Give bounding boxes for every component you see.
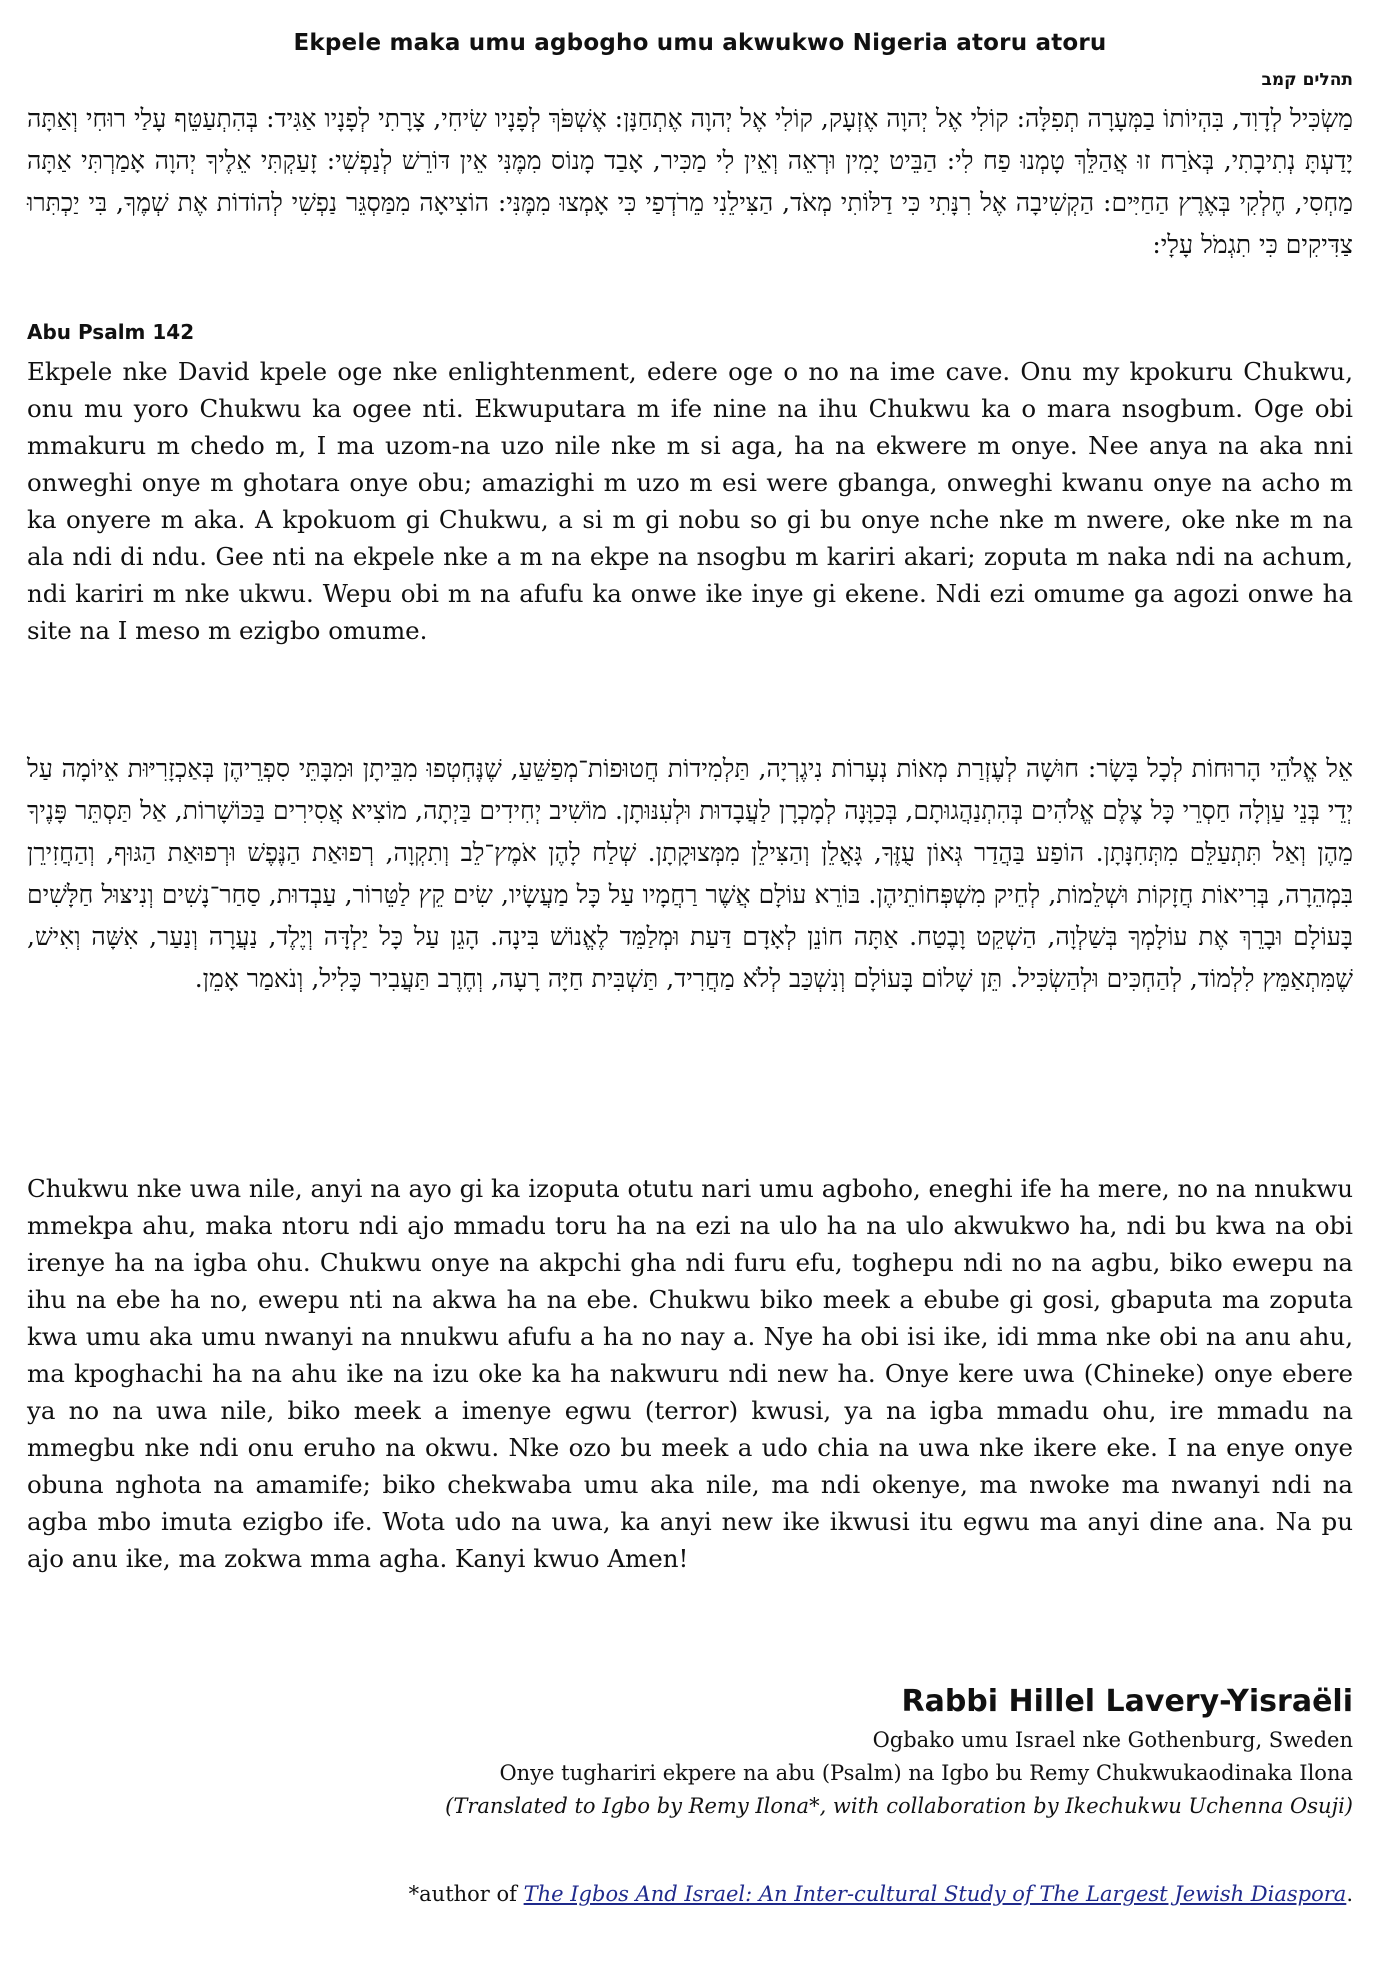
signature-name: Rabbi Hillel Lavery-Yisraëli [901, 1684, 1353, 1719]
footnote-prefix: *author of [408, 1882, 524, 1906]
igbo-psalm-text: Ekpele nke David kpele oge nke enlightenment, edere oge o no na ime cave. Onu my kpokuru Chukwu, onu mu yoro Chukwu ka ogee nti. Ekwuputara m ife nine na ihu Chukwu ka o mara nsogbum. Oge obi mmakuru m chedo m, I ma uzom-na uzo nile nke m si aga, ha na ekwere m onye. Nee anya na aka nni onweghi onye m ghotara onye obu; amazighi m uzo m esi were gbanga, onweghi kwanu onye na acho m ka onyere m aka. A kpokuom gi Chukwu, a si m gi nobu so gi bu onye nche nke m nwere, oke nke m na ala ndi di ndu. Gee nti na ekpele nke a m na ekpe na nsogbu m kariri akari; zoputa m naka ndi na achum, ndi kariri m nke ukwu. Wepu obi m na afufu ka onwe ike inye gi ekene. Ndi ezi omume ga agozi onwe ha site na I meso m ezigbo omume. [27, 357, 1353, 645]
hebrew-psalm-text: מַשְׂכִּיל לְדָוִד, בִּהְיוֹתוֹ בַמְּעָרָה תְפִלָּה: קוֹלִי אֶל יְהוָה אֶזְעָק, קוֹלִי אֶל יְהוָה אֶתְחַנָּן: אֶשְׁפֹּךְ לְפָנָיו שִׂיחִי, צָרָתִי לְפָנָיו אַגִּיד: בְּהִתְעַטֵּף עָלַי רוּחִי וְאַתָּה יָדַעְתָּ נְתִיבָתִי, בְּאֹרַח זוּ אֲהַלֵּךְ טָמְנוּ פַח לִי: הַבֵּיט יָמִין וּרְאֵה וְאֵין לִי מַכִּיר, אָבַד מָנוֹס מִמֶּנִּי אֵין דּוֹרֵשׁ לְנַפְשִׁי: זָעַקְתִּי אֵלֶיךָ יְהוָה אָמַרְתִּי אַתָּה מַחְסִי, חֶלְקִי בְּאֶרֶץ הַחַיִּים: הַקְשִׁיבָה אֶל רִנָּתִי כִּי דַלּוֹתִי מְאֹד, הַצִּילֵנִי מֵרֹדְפַי כִּי אָמְצוּ מִמֶּנִּי: הוֹצִיאָה מִמַּסְגֵּר נַפְשִׁי לְהוֹדוֹת אֶת שְׁמֶךָ, בִּי יַכְתִּרוּ צַדִּיקִים כִּי תִגְמֹל עָלָי: [27, 104, 1353, 259]
hebrew-prayer-text: אֵל אֱלֹהֵי הָרוּחוֹת לְכָל בָּשָׂר: חוּשָׁה לְעֶזְרַת מְאוֹת נְעָרוֹת נִיגֶרְיָה, תַּלְמִידוֹת חֲטוּפוֹת־מְפַשֵּׁעַ, שֶׁנֶּחְטְפוּ מִבֵּיתָן וּמִבָּתֵּי סִפְרֵיהֶן בְּאַכְזָרִיּוּת אֵיוֹמָה עַל יְדֵי בְּנֵי עַוְלָה חַסְרֵי כָּל צֶלֶם אֱלֹהִים בְּהִתְנַהֲגוּתָם, בְּכַוָּנָה לְמָכְרָן לַעֲבָדוּת וּלְעִנּוּתָן. מוֹשִׁיב יְחִידִים בַּיְתָה, מוֹצִיא אֲסִירִים בַּכּוֹשָׁרוֹת, אַל תַּסְתֵּר פָּנֶיךָ מֵהֶן וְאַל תִּתְעַלֵּם מִתְּחִנָּתָן. הוֹפַע בַּהֲדַר גְּאוֹן עֻזֶּךָ, גָּאֳלֵן וְהַצִּילֵן מִמְּצוּקָתָן. שְׁלַח לָהֶן אֹמֶץ־לֵב וְתִקְוָה, רְפוּאַת הַנֶּפֶשׁ וּרְפוּאַת הַגּוּף, וְהַחֲזִירֵן בִּמְהֵרָה, בְּרִיאוֹת חֲזָקוֹת וּשְׁלֵמוֹת, לְחֵיק מִשְׁפְּחוֹתֵיהֶן. בּוֹרֵא עוֹלָם אֲשֶׁר רַחֲמָיו עַל כָּל מַעֲשָׂיו, שִׂים קֵץ לַטֵּרוֹר, עַבְדוּת, סַחַר־נָשִׁים וְנִיצּוּל חַלָּשִׁים בָּעוֹלָם וּבָרֵךְ אֶת עוֹלָמְךָ בְּשַׁלְוָה, הַשְׁקֵט וָבֶטַח. אַתָּה חוֹנֵן לְאָדָם דַּעַת וּמְלַמֵּד לֶאֱנוֹשׁ בִּינָה. הָגֵן עַל כָּל יַלְדָּה וְיֶלֶד, נַעֲרָה וְנַעַר, אִשָּׁה וְאִישׁ, שֶׁמִּתְאַמֵּץ לִלְמוֹד, לְהַחְכִּים וּלְהַשְׂכִּיל. תֵּן שָׁלוֹם בָּעוֹלָם וְנִשְׁכַּב לְלֹא מַחֲרִיד, תַּשְׁבִּית חַיָּה רָעָה, וְחֶרֶב תַּעֲבִיר כָּלִיל, וְנֹאמַר אָמֵן. [27, 754, 1354, 993]
igbo-psalm-heading: Abu Psalm 142 [27, 320, 195, 344]
signature-translation-credit: (Translated to Igbo by Remy Ilona*, with collaboration by Ikechukwu Uchenna Osuji) [445, 1794, 1353, 1818]
signature-translator: Onye tughariri ekpere na abu (Psalm) na Igbo bu Remy Chukwukaodinaka Ilona [499, 1761, 1353, 1785]
signature-congregation: Ogbako umu Israel nke Gothenburg, Sweden [872, 1728, 1353, 1752]
footnote [409, 1882, 1353, 1906]
hebrew-psalm-reference: תהלים קמב [1261, 70, 1353, 90]
page-title: Ekpele maka umu agbogho umu akwukwo Nigeria atoru atoru [293, 30, 1107, 56]
footnote-suffix: . [1346, 1882, 1353, 1906]
igbo-prayer-text: Chukwu nke uwa nile, anyi na ayo gi ka izoputa otutu nari umu agboho, eneghi ife ha mere, no na nnukwu mmekpa ahu, maka ntoru ndi ajo mmadu toru ha na ezi na ulo ha na ulo akwukwo ha, ndi bu kwa na obi irenye ha na igba ohu. Chukwu onye na akpchi gha ndi furu efu, toghepu ndi no na agbu, biko ewepu na ihu na ebe ha no, ewepu nti na akwa ha na ebe. Chukwu biko meek a ebube gi gosi, gbaputa ma zoputa kwa umu aka umu nwanyi na nnukwu afufu a ha no nay a. Nye ha obi isi ike, idi mma nke obi na anu ahu, ma kpoghachi ha na ahu ike na izu oke ka ha nakwuru ndi new ha. Onye kere uwa (Chineke) onye ebere ya no na uwa nile, biko meek a imenye egwu (terror) kwusi, ya na igba mmadu ohu, ire mmadu na mmegbu nke ndi onu eruho na okwu. Nke ozo bu meek a udo chia na uwa nke ikere eke. I na enye onye obuna nghota na amamife; biko chekwaba umu aka nile, ma ndi okenye, ma nwoke ma nwanyi ndi na agba mbo imuta ezigbo ife. Wota udo na uwa, ka anyi new ike ikwusi itu egwu ma anyi dine ana. Na pu ajo anu ike, ma zokwa mma agha. Kanyi kwuo Amen! [27, 1174, 1353, 1573]
book-title-link[interactable]: The Igbos And Israel: An Inter-cultural Study of The Largest Jewish Diaspora [523, 1882, 1347, 1906]
signature-block [445, 1680, 1353, 1823]
